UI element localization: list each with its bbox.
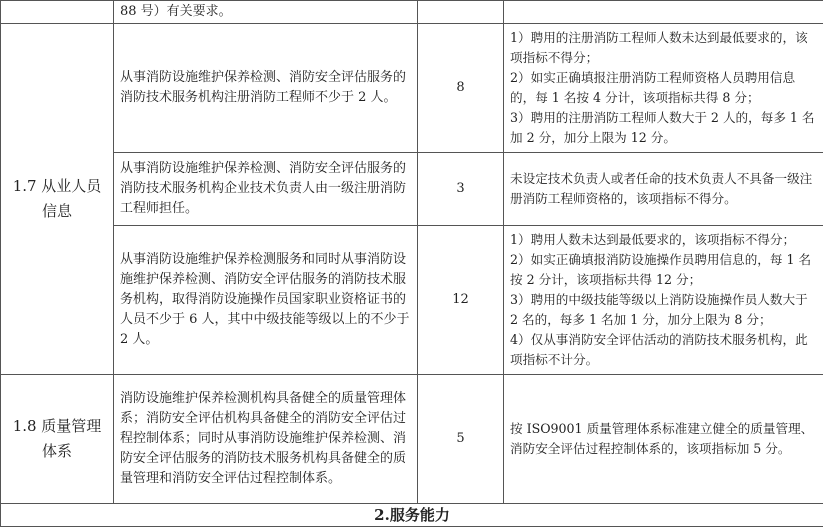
rule-line: 2）如实正确填报消防设施操作员聘用信息的，每 1 名按 2 分计，该项指标共得 12 分； <box>510 252 812 287</box>
table-row <box>1 226 823 375</box>
score-cell: 8 <box>418 24 504 153</box>
category-cell: 1.7 从业人员信息 <box>1 24 114 375</box>
rule-line: 3）聘用的注册消防工程师人数大于 2 人的，每多 1 名加 2 分，加分上限为 12 分。 <box>510 110 815 145</box>
category-cell: 1.8 质量管理体系 <box>1 375 114 504</box>
table-row <box>1 24 823 153</box>
score-cell-empty <box>418 1 504 24</box>
score-cell: 3 <box>418 153 504 226</box>
rule-cell <box>504 226 823 375</box>
requirement-cell: 88 号）有关要求。 <box>114 1 418 24</box>
rule-line: 未设定技术负责人或者任命的技术负责人不具备一级注册消防工程师资格的，该项指标不得分。 <box>510 171 813 206</box>
rule-line: 1）聘用的注册消防工程师人数未达到最低要求的，该项指标不得分； <box>510 30 808 65</box>
requirement-cell: 从事消防设施维护保养检测、消防安全评估服务的消防技术服务机构注册消防工程师不少于 2 人。 <box>114 24 418 153</box>
rule-cell <box>504 153 823 226</box>
table-row <box>1 153 823 226</box>
category-cell-empty <box>1 1 114 24</box>
requirement-cell: 从事消防设施维护保养检测、消防安全评估服务的消防技术服务机构企业技术负责人由一级注册消防工程师担任。 <box>114 153 418 226</box>
section-row <box>1 504 823 527</box>
rule-line: 2）如实正确填报注册消防工程师资格人员聘用信息的，每 1 名按 4 分计，该项指标共得 8 分； <box>510 70 796 105</box>
rule-line: 1）聘用人数未达到最低要求的，该项指标不得分； <box>510 232 796 247</box>
score-cell: 5 <box>418 375 504 504</box>
rule-cell <box>504 375 823 504</box>
rule-cell <box>504 24 823 153</box>
rule-line: 3）聘用的中级技能等级以上消防设施操作员人数大于 2 名的，每多 1 名加 1 分，加分上限为 8 分； <box>510 292 808 327</box>
score-cell: 12 <box>418 226 504 375</box>
rule-cell-empty <box>504 1 823 24</box>
requirement-cell: 消防设施维护保养检测机构具备健全的质量管理体系；消防安全评估机构具备健全的消防安全评估过程控制体系；同时从事消防设施维护保养检测、消防安全评估服务的消防技术服务机构具备健全的质量管理和消防安全评估过程控制体系。 <box>114 375 418 504</box>
table-row <box>1 375 823 504</box>
section-title: 2.服务能力 <box>1 504 823 527</box>
table-row <box>1 1 823 24</box>
rule-line: 按 ISO9001 质量管理体系标准建立健全的质量管理、消防安全评估过程控制体系的，该项指标加 5 分。 <box>510 421 814 456</box>
rule-line: 4）仅从事消防安全评估活动的消防技术服务机构，此项指标不计分。 <box>510 332 808 367</box>
requirement-cell: 从事消防设施维护保养检测服务和同时从事消防设施维护保养检测、消防安全评估服务的消防技术服务机构，取得消防设施操作员国家职业资格证书的人员不少于 6 人，其中中级技能等级以上的不少于 2 人。 <box>114 226 418 375</box>
